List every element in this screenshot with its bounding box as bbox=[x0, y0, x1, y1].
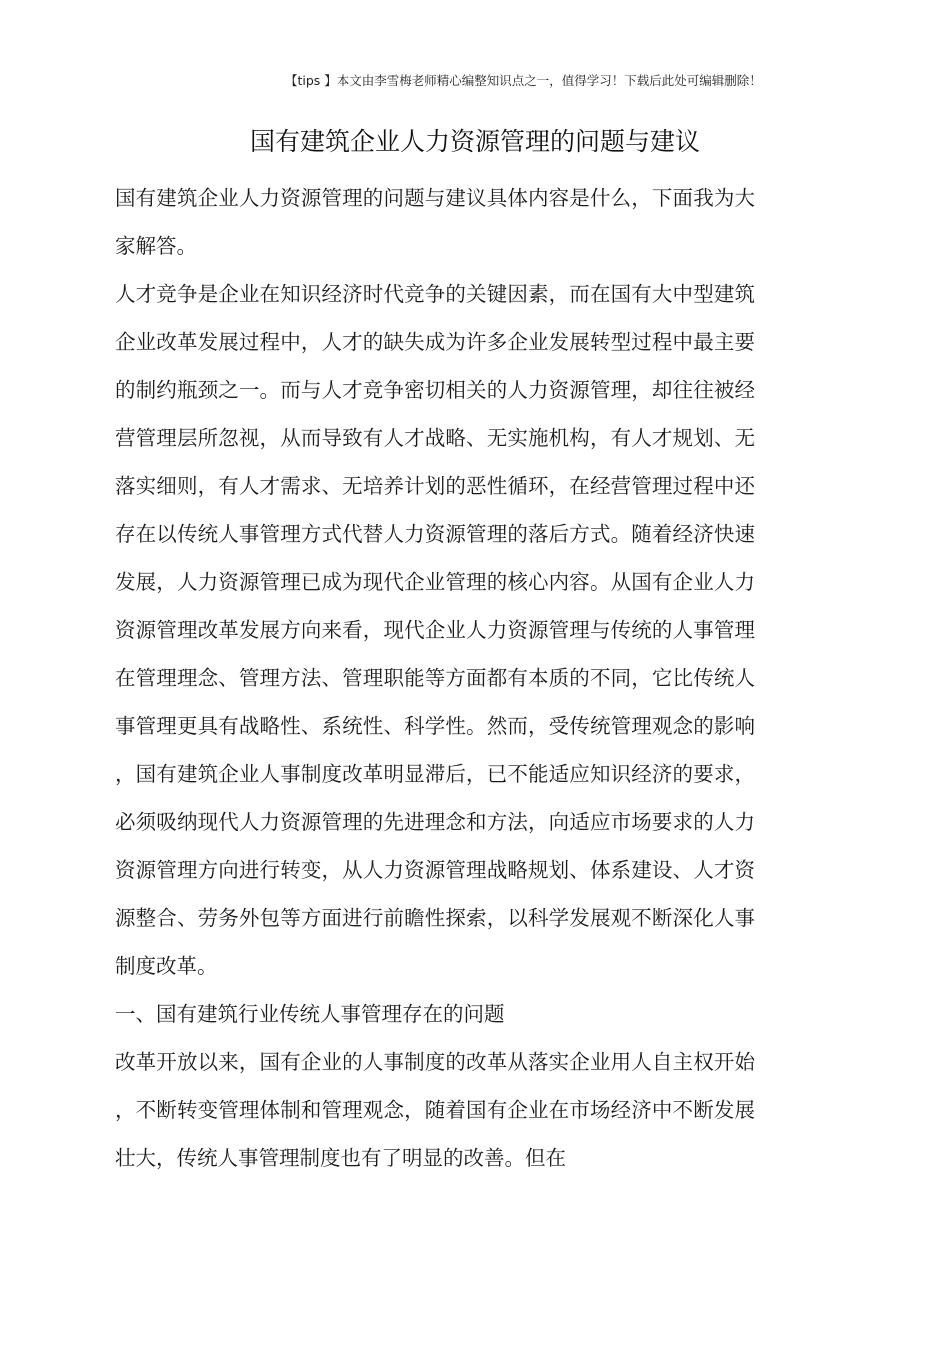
header-tips: 【tips 】本文由李雪梅老师精心编整知识点之一，值得学习！下载后此处可编辑删除！ bbox=[285, 73, 762, 88]
body-paragraph-1: 人才竞争是企业在知识经济时代竞争的关键因素，而在国有大中型建筑企业改革发展过程中，人才的缺失成为许多企业发展转型过程中最主要的制约瓶颈之一。而与人才竞争密切相关的人力资源管理，却往往被经营管理层所忽视，从而导致有人才战略、无实施机构，有人才规划、无落实细则，有人才需求、无培养计划的恶性循环，在经营管理过程中还存在以传统人事管理方式代替人力资源管理的落后方式。随着经济快速发展，人力资源管理已成为现代企业管理的核心内容。从国有企业人力资源管理改革发展方向来看，现代企业人力资源管理与传统的人事管理在管理理念、管理方法、管理职能等方面都有本质的不同，它比传统人事管理更具有战略性、系统性、科学性。然而，受传统管理观念的影响，国有建筑企业人事制度改革明显滞后，已不能适应知识经济的要求，必须吸纳现代人力资源管理的先进理念和方法，向适应市场要求的人力资源管理方向进行转变，从人力资源管理战略规划、体系建设、人才资源整合、劳务外包等方面进行前瞻性探索，以科学发展观不断深化人事制度改革。 bbox=[115, 282, 755, 978]
document-body bbox=[115, 174, 755, 1182]
section-heading-1: 一、国有建筑行业传统人事管理存在的问题 bbox=[115, 1002, 505, 1026]
document-title: 国有建筑企业人力资源管理的问题与建议 bbox=[249, 127, 700, 156]
intro-paragraph: 国有建筑企业人力资源管理的问题与建议具体内容是什么，下面我为大家解答。 bbox=[115, 186, 755, 258]
body-paragraph-2: 改革开放以来，国有企业的人事制度的改革从落实企业用人自主权开始，不断转变管理体制和管理观念，随着国有企业在市场经济中不断发展壮大，传统人事管理制度也有了明显的改善。但在 bbox=[115, 1050, 755, 1170]
